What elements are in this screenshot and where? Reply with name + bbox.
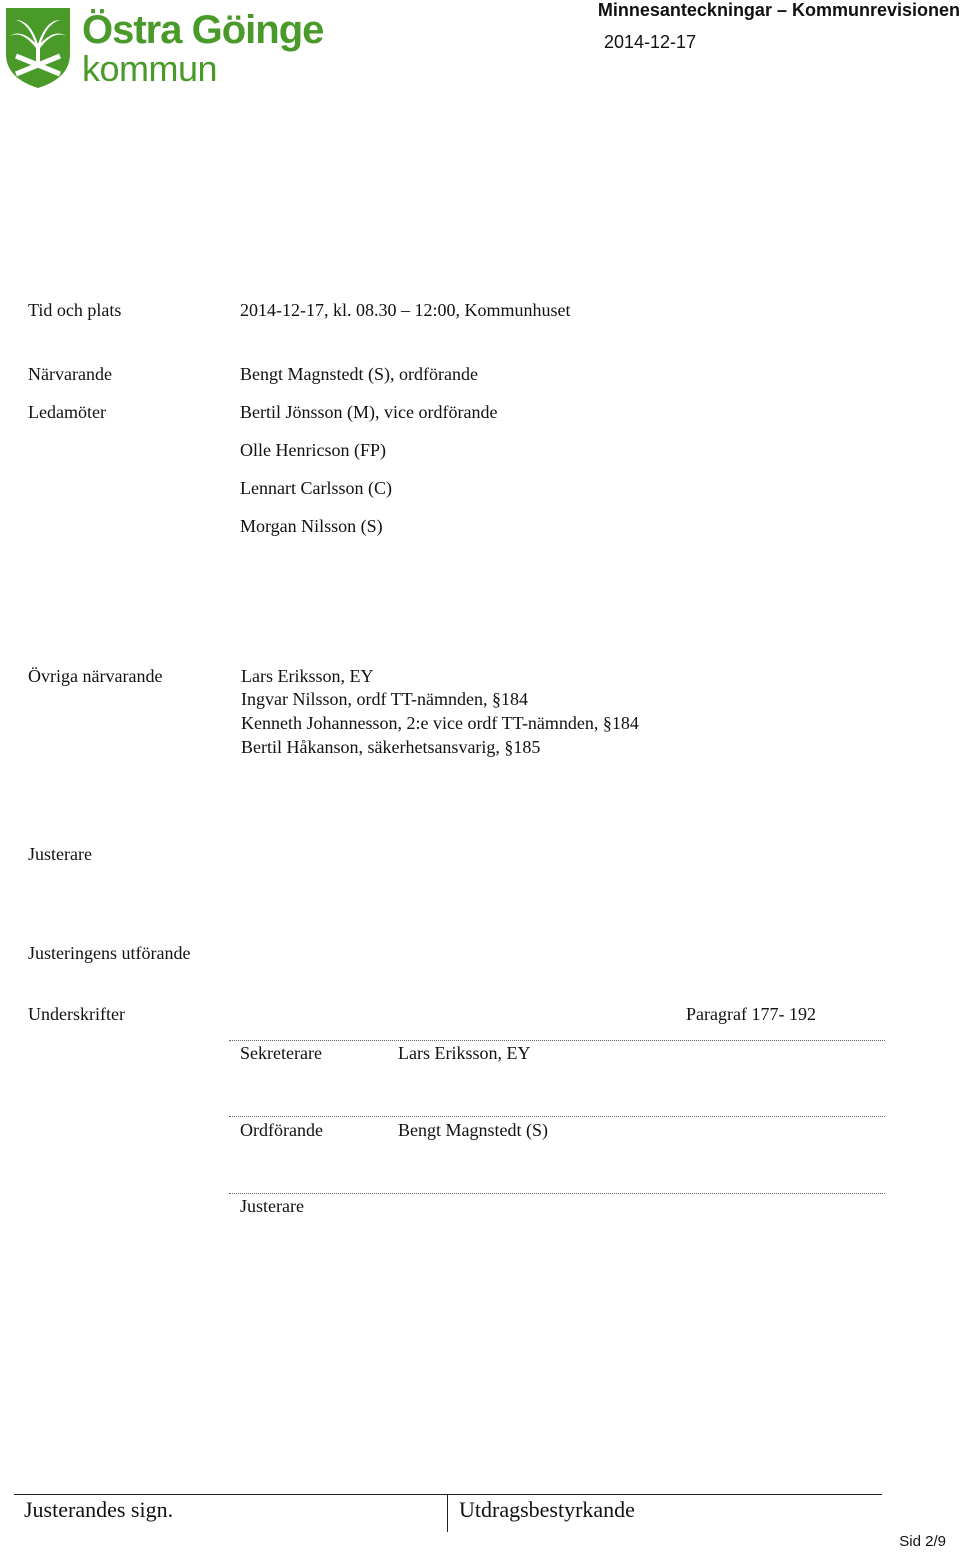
tid-label: Tid och plats (28, 300, 122, 320)
signature-role: Sekreterare (240, 1043, 322, 1063)
page-number: Sid 2/9 (899, 1533, 946, 1550)
justeringens-label: Justeringens utförande (28, 943, 191, 963)
signature-name: Lars Eriksson, EY (398, 1043, 531, 1063)
narvarande-label: Närvarande (28, 364, 112, 384)
signature-role: Justerare (240, 1196, 304, 1216)
member-item: Bertil Jönsson (M), vice ordförande (240, 402, 498, 422)
footer-justerandes-sign: Justerandes sign. (24, 1497, 174, 1522)
document-title: Minnesanteckningar – Kommunrevisionen (597, 0, 960, 20)
document-date: 2014-12-17 (604, 32, 697, 52)
other-attendee-item: Ingvar Nilsson, ordf TT-nämnden, §184 (241, 689, 528, 709)
signature-role: Ordförande (240, 1120, 323, 1140)
footer-rule (14, 1494, 882, 1495)
signature-line (229, 1116, 885, 1117)
member-item: Bengt Magnstedt (S), ordförande (240, 364, 478, 384)
underskrifter-label: Underskrifter (28, 1004, 125, 1024)
paragraf-range: Paragraf 177- 192 (686, 1004, 816, 1024)
signature-line (229, 1040, 885, 1041)
palm-crest-icon (2, 6, 74, 90)
municipality-logo (0, 4, 330, 90)
justerare-label: Justerare (28, 844, 92, 864)
ovriga-label: Övriga närvarande (28, 666, 163, 686)
other-attendee-item: Bertil Håkanson, säkerhetsansvarig, §185 (241, 737, 541, 757)
footer-divider (447, 1494, 448, 1532)
member-item: Lennart Carlsson (C) (240, 478, 392, 498)
tid-value: 2014-12-17, kl. 08.30 – 12:00, Kommunhuset (240, 300, 571, 320)
signature-line (229, 1193, 885, 1194)
ledamoter-label: Ledamöter (28, 402, 106, 422)
member-item: Olle Henricson (FP) (240, 440, 386, 460)
signature-name: Bengt Magnstedt (S) (398, 1120, 548, 1140)
member-item: Morgan Nilsson (S) (240, 516, 383, 536)
other-attendee-item: Lars Eriksson, EY (241, 666, 374, 686)
logo-wordmark-line2: kommun (82, 48, 218, 89)
other-attendee-item: Kenneth Johannesson, 2:e vice ordf TT-nämnden, §184 (241, 713, 639, 733)
footer-utdragsbestyrkande: Utdragsbestyrkande (459, 1497, 635, 1522)
logo-wordmark-line1: Östra Göinge (82, 8, 324, 52)
